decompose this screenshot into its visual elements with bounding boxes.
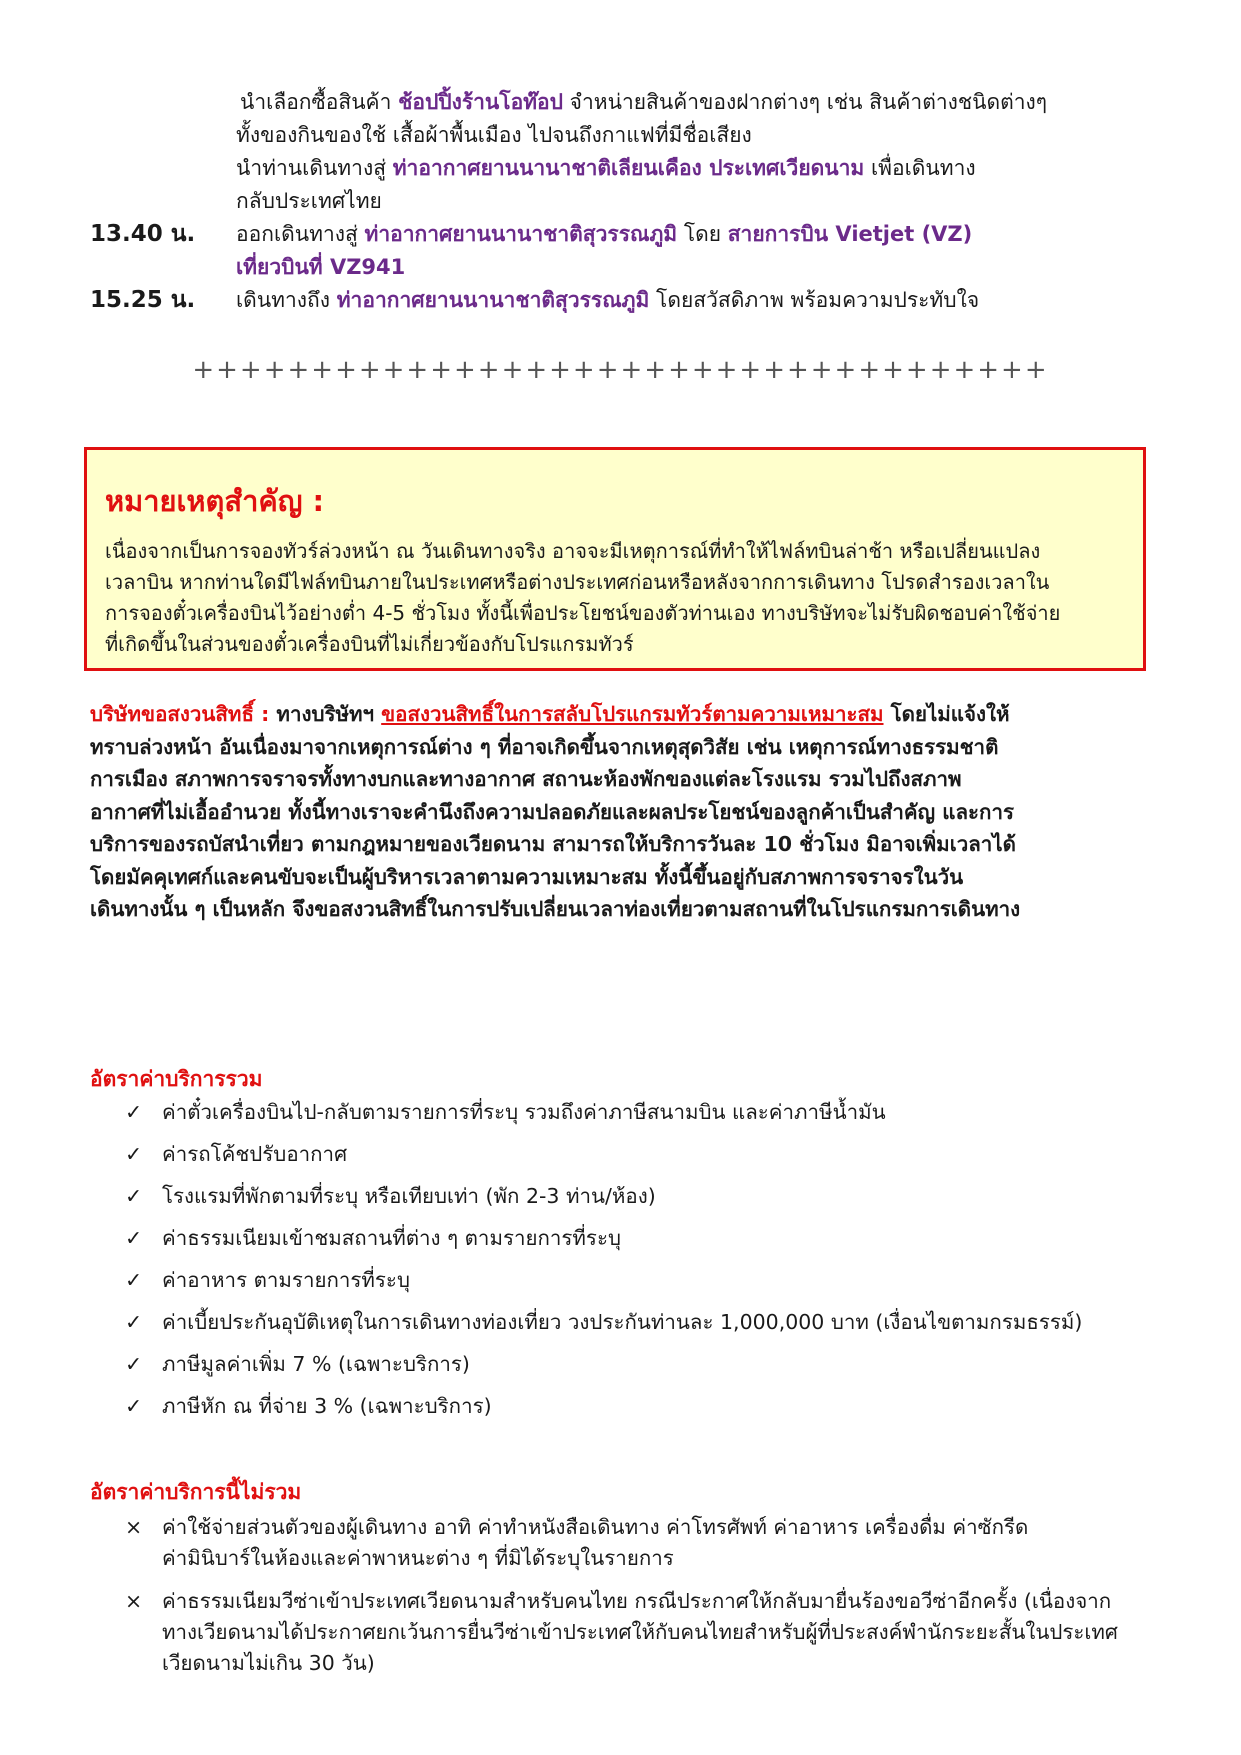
rights-underlined-text: ขอสงวนสิทธิ์ในการสลับโปรแกรมทัวร์ตามความเหมาะสม <box>381 702 884 726</box>
check-icon: ✓ <box>125 1184 143 1208</box>
document-page: นำเลือกซื้อสินค้า ช้อปปิ้งร้านโอท๊อป จำหน่ายสินค้าของฝากต่างๆ เช่น สินค้าต่างชนิดต่างๆ ทั้งของกินของใช้ เสื้อผ้าพื้นเมือง ไปจนถึงกาแฟที่มีชื่อเสียง นำท่านเดินทางสู่ ท่าอากาศยานนานาชาติเลียนเคือง ประเทศเวียดนาม เพื่อเดินทาง กลับประเทศไทย 13.40 น. ออกเดินทางสู่ ท่าอากาศยานนานาชาติสุวรรณภูมิ โดย สายการบิน Vietjet (VZ) เที่ยวบินที่ VZ941 15.25 น. เดินทางถึง ท่าอากาศยานนานาชาติสุวรรณภูมิ โดยสวัสดิภาพ พร้อมความประทับใจ ++++++++++++++++++++++++++++++++++++ หมายเหตุสำคัญ : เนื่องจากเป็นการจองทัวร์ล่วงหน้า ณ วันเดินทางจริง อาจจะมีเหตุการณ์ที่ทำให้ไฟล์ทบินล่าช้า หรือเปลี่ยนแปลง เวลาบิน หากท่านใดมีไฟล์ทบินภายในประเทศหรือต่างประเทศก่อนหรือหลังจากการเดินทาง โปรดสำรองเวลาใน การจองตั๋วเครื่องบินไว้อย่างต่ำ 4-5 ชั่วโมง ทั้งนี้เพื่อประโยชน์ของตัวท่านเอง ทางบริษัทจะไม่รับผิดชอบค่าใช้จ่าย ที่เกิดขึ้นในส่วนของตั๋วเครื่องบินที่ไม่เกี่ยวข้องกับโปรแกรมทัวร์ บริษัทขอสงวนสิทธิ์ : ทางบริษัทฯ ขอสงวนสิทธิ์ในการสลับโปรแกรมทัวร์ตามความเหมาะสม โดยไม่แจ้งให้ ทราบล่วงหน้า อันเนื่องมาจากเหตุการณ์ต่าง ๆ ที่อาจเกิดขึ้นจากเหตุสุดวิสัย เช่น เหตุการณ์ทางธรรมชาติ การเมือง สภาพการจราจรทั้งทางบกและทางอากาศ สถานะห้องพักของแต่ละโรงแรม รวมไปถึงสภาพ อากาศที่ไม่เอื้ออำนวย ทั้งนี้ทางเราจะคำนึงถึงความปลอดภัยและผลประโยชน์ของลูกค้าเป็นสำคัญ และการ บริการของรถบัสนำเที่ยว ตามกฎหมายของเวียดนาม สามารถให้บริการวันละ 10 ชั่วโมง มิอาจเพิ่มเวลาได้ โดยมัคคุเทศก์และคนขับจะเป็นผู้บริหารเวลาตามความเหมาะสม ทั้งนี้ขึ้นอยู่กับสภาพการจราจรในวัน เดินทางนั้น ๆ เป็นหลัก จึงขอสงวนสิทธิ์ในการปรับเปลี่ยนเวลาท่องเที่ยวตามสถานที่ในโปรแกรมการเดินทาง อัตราค่าบริการรวม ✓ ค่าตั๋วเครื่องบินไป-กลับตามรายการที่ระบุ รวมถึงค่าภาษีสนามบิน และค่าภาษีน้ำมัน ✓ ค่ารถโค้ชปรับอากาศ ✓ โรงแรมที่พักตามที่ระบุ หรือเทียบเท่า (พัก 2-3 ท่าน/ห้อง) ✓ ค่าธรรมเนียมเข้าชมสถานที่ต่าง ๆ ตามรายการที่ระบุ ✓ ค่าอาหาร ตามรายการที่ระบุ ✓ ค่าเบี้ยประกันอุบัติเหตุในการเดินทางท่องเที่ยว วงประกันท่านละ 1,000,000 บาท (เงื่อนไขตามกรมธรรม์) ✓ ภาษีมูลค่าเพิ่ม 7 % (เฉพาะบริการ) ✓ ภาษีหัก ณ ที่จ่าย 3 % (เฉพาะบริการ) อัตราค่าบริการนี้ไม่รวม × ค่าใช้จ่ายส่วนตัวของผู้เดินทาง อาทิ ค่าทำหนังสือเดินทาง ค่าโทรศัพท์ ค่าอาหาร เครื่องดื่ม ค่าซักรีด ค่ามินิบาร์ในห้องและค่าพาหนะต่าง ๆ ที่มิได้ระบุในรายการ × ค่าธรรมเนียมวีซ่าเข้าประเทศเวียดนามสำหรับคนไทย กรณีประกาศให้กลับมายื่นร้องขอวีซ่าอีกครั้ง (เนื่องจาก ทางเวียดนามได้ประกาศยกเว้นการยื่นวีซ่าเข้าประเทศให้กับคนไทยสำหรับผู้ที่ประสงค์พำนักระยะสั้นในประเทศ เวียดนามไม่เกิน 30 วัน) <box>0 0 1241 1755</box>
rights-label: บริษัทขอสงวนสิทธิ์ : <box>90 702 270 726</box>
check-icon: ✓ <box>125 1310 143 1334</box>
list-item: × ค่าธรรมเนียมวีซ่าเข้าประเทศเวียดนามสำหรับคนไทย กรณีประกาศให้กลับมายื่นร้องขอวีซ่าอีกครั้ง (เนื่องจาก ทางเวียดนามได้ประกาศยกเว้นการยื่นวีซ่าเข้าประเทศให้กับคนไทยสำหรับผู้ที่ประสงค์พำนักระยะสั้นในประเทศ เวียดนามไม่เกิน 30 วัน) <box>125 1586 1175 1679</box>
included-list <box>125 1097 1175 1433</box>
excluded-title: อัตราค่าบริการนี้ไม่รวม <box>90 1480 302 1504</box>
otop-shop-highlight: ช้อปปิ้งร้านโอท๊อป <box>398 90 563 114</box>
check-icon: ✓ <box>125 1394 143 1418</box>
list-item: ✓ ค่าธรรมเนียมเข้าชมสถานที่ต่าง ๆ ตามรายการที่ระบุ <box>125 1223 1175 1265</box>
cross-icon: × <box>125 1589 143 1613</box>
note-body: เนื่องจากเป็นการจองทัวร์ล่วงหน้า ณ วันเดินทางจริง อาจจะมีเหตุการณ์ที่ทำให้ไฟล์ทบินล่าช้า หรือเปลี่ยนแปลง เวลาบิน หากท่านใดมีไฟล์ทบินภายในประเทศหรือต่างประเทศก่อนหรือหลังจากการเดินทาง โปรดสำรองเวลาใน การจองตั๋วเครื่องบินไว้อย่างต่ำ 4-5 ชั่วโมง ทั้งนี้เพื่อประโยชน์ของตัวท่านเอง ทางบริษัทจะไม่รับผิดชอบค่าใช้จ่าย ที่เกิดขึ้นในส่วนของตั๋วเครื่องบินที่ไม่เกี่ยวข้องกับโปรแกรมทัวร์ <box>105 539 1061 656</box>
check-icon: ✓ <box>125 1142 143 1166</box>
lien-khuong-airport-highlight: ท่าอากาศยานนานาชาติเลียนเคือง ประเทศเวียดนาม <box>392 156 865 180</box>
suvarnabhumi-highlight: ท่าอากาศยานนานาชาติสุวรรณภูมิ <box>364 222 678 246</box>
included-title: อัตราค่าบริการรวม <box>90 1067 263 1091</box>
list-item: ✓ ค่าอาหาร ตามรายการที่ระบุ <box>125 1265 1175 1307</box>
flight-number: เที่ยวบินที่ VZ941 <box>236 255 406 279</box>
check-icon: ✓ <box>125 1268 143 1292</box>
suvarnabhumi-highlight: ท่าอากาศยานนานาชาติสุวรรณภูมิ <box>336 288 650 312</box>
list-item: ✓ ภาษีมูลค่าเพิ่ม 7 % (เฉพาะบริการ) <box>125 1349 1175 1391</box>
note-title: หมายเหตุสำคัญ : <box>105 484 325 518</box>
cross-icon: × <box>125 1515 143 1539</box>
depart-time: 13.40 น. <box>90 221 196 247</box>
arrive-time: 15.25 น. <box>90 287 196 313</box>
list-item: ✓ ค่าเบี้ยประกันอุบัติเหตุในการเดินทางท่องเที่ยว วงประกันท่านละ 1,000,000 บาท (เงื่อนไขตามกรมธรรม์) <box>125 1307 1175 1349</box>
itinerary-text: จำหน่ายสินค้าของฝากต่างๆ เช่น สินค้าต่างชนิดต่างๆ <box>562 90 1048 114</box>
check-icon: ✓ <box>125 1352 143 1376</box>
excluded-list <box>125 1512 1175 1691</box>
airline-highlight: สายการบิน Vietjet (VZ) <box>727 222 973 246</box>
list-item: × ค่าใช้จ่ายส่วนตัวของผู้เดินทาง อาทิ ค่าทำหนังสือเดินทาง ค่าโทรศัพท์ ค่าอาหาร เครื่องดื่ม ค่าซักรีด ค่ามินิบาร์ในห้องและค่าพาหนะต่าง ๆ ที่มิได้ระบุในรายการ <box>125 1512 1175 1574</box>
itinerary-text: นำเลือกซื้อสินค้า <box>240 90 399 114</box>
list-item: ✓ ภาษีหัก ณ ที่จ่าย 3 % (เฉพาะบริการ) <box>125 1391 1175 1433</box>
list-item: ✓ ค่าตั๋วเครื่องบินไป-กลับตามรายการที่ระบุ รวมถึงค่าภาษีสนามบิน และค่าภาษีน้ำมัน <box>125 1097 1175 1139</box>
rights-paragraph: บริษัทขอสงวนสิทธิ์ : ทางบริษัทฯ ขอสงวนสิทธิ์ในการสลับโปรแกรมทัวร์ตามความเหมาะสม โดยไม่แจ้งให้ ทราบล่วงหน้า อันเนื่องมาจากเหตุการณ์ต่าง ๆ ที่อาจเกิดขึ้นจากเหตุสุดวิสัย เช่น เหตุการณ์ทางธรรมชาติ การเมือง สภาพการจราจรทั้งทางบกและทางอากาศ สถานะห้องพักของแต่ละโรงแรม รวมไปถึงสภาพ อากาศที่ไม่เอื้ออำนวย ทั้งนี้ทางเราจะคำนึงถึงความปลอดภัยและผลประโยชน์ของลูกค้าเป็นสำคัญ และการ บริการของรถบัสนำเที่ยว ตามกฎหมายของเวียดนาม สามารถให้บริการวันละ 10 ชั่วโมง มิอาจเพิ่มเวลาได้ โดยมัคคุเทศก์และคนขับจะเป็นผู้บริหารเวลาตามความเหมาะสม ทั้งนี้ขึ้นอยู่กับสภาพการจราจรในวัน เดินทางนั้น ๆ เป็นหลัก จึงขอสงวนสิทธิ์ในการปรับเปลี่ยนเวลาท่องเที่ยวตามสถานที่ในโปรแกรมการเดินทาง <box>90 702 1021 921</box>
separator-line: ++++++++++++++++++++++++++++++++++++ <box>192 355 1049 385</box>
list-item: ✓ ค่ารถโค้ชปรับอากาศ <box>125 1139 1175 1181</box>
important-note-box <box>84 447 1146 671</box>
check-icon: ✓ <box>125 1100 143 1124</box>
check-icon: ✓ <box>125 1226 143 1250</box>
list-item: ✓ โรงแรมที่พักตามที่ระบุ หรือเทียบเท่า (พัก 2-3 ท่าน/ห้อง) <box>125 1181 1175 1223</box>
